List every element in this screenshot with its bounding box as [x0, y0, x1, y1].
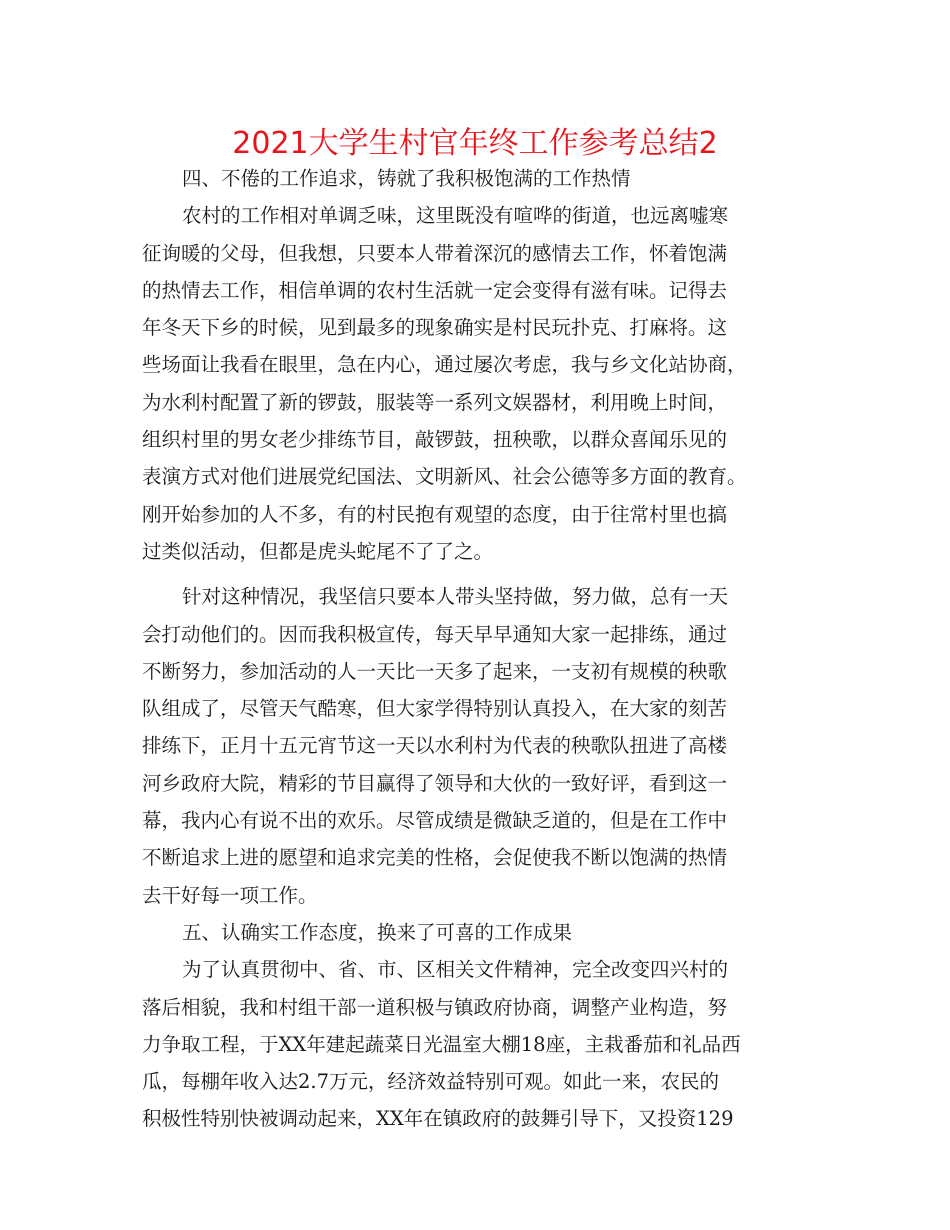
- text-line: 不断努力，参加活动的人一天比一天多了起来，一支初有规模的秧歌: [142, 659, 728, 683]
- text-line: 队组成了，尽管天气酷寒，但大家学得特别认真投入，在大家的刻苦: [142, 697, 728, 721]
- text-line: 不断追求上进的愿望和追求完美的性格，会促使我不断以饱满的热情: [142, 846, 728, 870]
- text-line: 组织村里的男女老少排练节目，敲锣鼓，扭秧歌，以群众喜闻乐见的: [142, 428, 728, 452]
- text-line: 些场面让我看在眼里，急在内心，通过屡次考虑，我与乡文化站协商，: [142, 353, 747, 377]
- text-line: 力争取工程，于XX年建起蔬菜日光温室大棚18座，主栽番茄和礼品西: [142, 1032, 741, 1056]
- text-line: 刚开始参加的人不多，有的村民抱有观望的态度，由于往常村里也搞: [142, 502, 728, 526]
- text-line: 河乡政府大院，精彩的节目赢得了领导和大伙的一致好评，看到这一: [142, 771, 728, 795]
- text-line: 四、不倦的工作追求，铸就了我积极饱满的工作热情: [182, 167, 631, 190]
- text-line: 表演方式对他们进展党纪国法、文明新风、社会公德等多方面的教育。: [142, 465, 747, 489]
- text-line: 幕，我内心有说不出的欢乐。尽管成绩是微缺乏道的，但是在工作中: [142, 809, 728, 833]
- text-line: 征询暖的父母，但我想，只要本人带着深沉的感情去工作，怀着饱满: [142, 241, 728, 265]
- section-heading-5: [142, 914, 817, 951]
- text-line: 过类似活动，但都是虎头蛇尾不了了之。: [142, 539, 494, 563]
- text-line: 会打动他们的。因而我积极宣传，每天早早通知大家一起排练，通过: [142, 622, 728, 646]
- text-line: 去干好每一项工作。: [142, 883, 318, 907]
- paragraph-2: [142, 578, 817, 914]
- text-line: 落后相貌，我和村组干部一道积极与镇政府协商，调整产业构造，努: [142, 995, 728, 1019]
- text-line: 排练下，正月十五元宵节这一天以水利村为代表的秧歌队扭进了高楼: [142, 734, 728, 758]
- text-line: 针对这种情况，我坚信只要本人带头坚持做，努力做，总有一天: [182, 585, 729, 609]
- text-line: 年冬天下乡的时候，见到最多的现象确实是村民玩扑克、打麻将。这: [142, 316, 728, 340]
- section-heading-4: [142, 160, 817, 197]
- text-line: 为了认真贯彻中、省、市、区相关文件精神，完全改变四兴村的: [182, 958, 729, 982]
- paragraph-3: [142, 951, 817, 1137]
- document-title: 2021大学生村官年终工作参考总结2: [232, 126, 718, 161]
- text-line: 为水利村配置了新的锣鼓，服装等一系列文娱器材，利用晚上时间，: [142, 390, 728, 414]
- text-line: 的热情去工作，相信单调的农村生活就一定会变得有滋有味。记得去: [142, 278, 728, 302]
- text-line: 积极性特别快被调动起来，XX年在镇政府的鼓舞引导下，又投资129: [142, 1107, 734, 1131]
- text-line: 农村的工作相对单调乏味，这里既没有喧哗的街道，也远离嘘寒: [182, 204, 729, 228]
- paragraph-1: [142, 197, 817, 570]
- text-line: 五、认确实工作态度，换来了可喜的工作成果: [182, 920, 573, 944]
- text-line: 瓜，每棚年收入达2.7万元，经济效益特别可观。如此一来，农民的: [142, 1070, 720, 1094]
- document-body: [142, 160, 817, 1138]
